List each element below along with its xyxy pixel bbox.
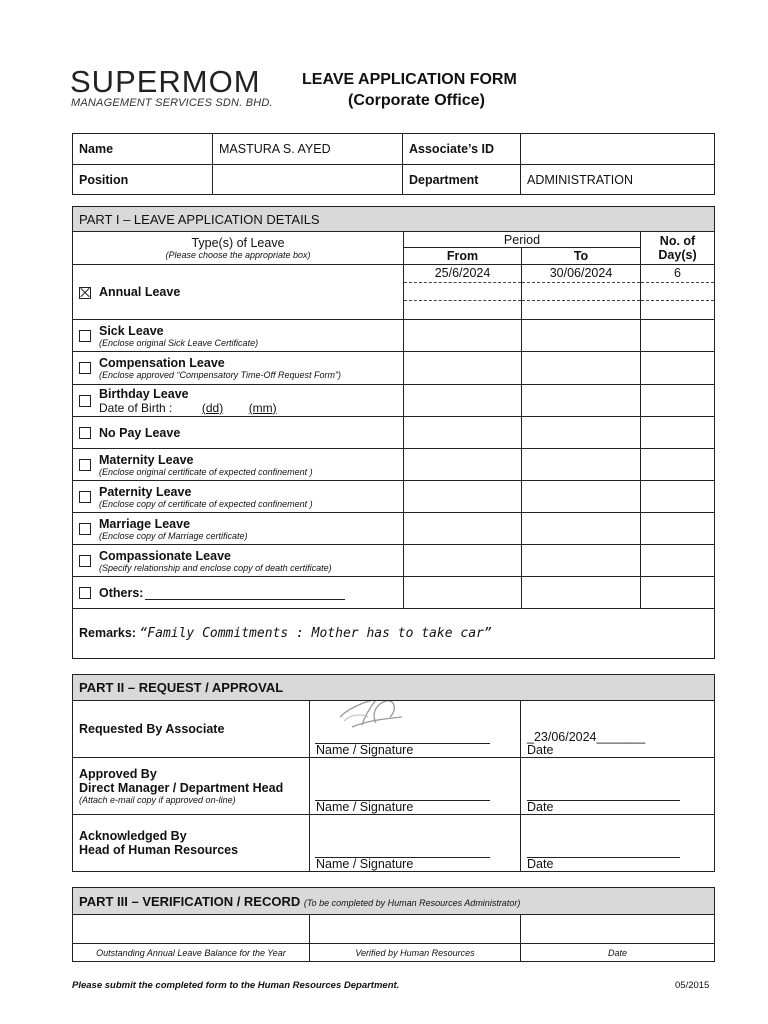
dob-mm[interactable]: (mm) [248, 400, 277, 415]
part3-note: (To be completed by Human Resources Administrator) [303, 897, 521, 908]
annual-from-cell [404, 265, 522, 320]
form-subtitle: (Corporate Office) [348, 92, 485, 109]
nopay-days-field[interactable] [641, 417, 715, 449]
comp-leave-label: Compensation Leave [99, 356, 225, 370]
dob-dd[interactable]: (dd) [201, 400, 224, 415]
annual-leave-label: Annual Leave [99, 285, 181, 299]
part2-table [72, 674, 715, 872]
verification-date-label: Date [521, 944, 715, 962]
paternity-leave-label: Paternity Leave [99, 484, 192, 499]
sick-leave-label: Sick Leave [99, 323, 164, 338]
leave-type-header [73, 232, 404, 265]
comp-leave-note: (Enclose approved “Compensatory Time-Off Request Form”) [99, 370, 342, 380]
birthday-leave-row [73, 385, 404, 417]
approved-name-signature: Name / Signature [316, 800, 414, 814]
marriage-leave-label: Marriage Leave [99, 516, 191, 531]
days-header-line1: No. of [659, 234, 696, 248]
sick-from-field[interactable] [404, 320, 522, 352]
from-header: From [404, 248, 522, 265]
nopay-leave-row [73, 417, 404, 449]
acknowledged-by-cell [73, 815, 310, 872]
to-header: To [522, 248, 641, 265]
approved-by-cell [73, 758, 310, 815]
others-days-field[interactable] [641, 577, 715, 609]
approved-by-role: Direct Manager / Department Head [79, 781, 284, 795]
part2-title: PART II – REQUEST / APPROVAL [73, 675, 715, 701]
company-logo: SUPERMOM [70, 64, 261, 99]
leave-balance-label: Outstanding Annual Leave Balance for the Year [73, 944, 310, 962]
dob-label: Date of Birth : [99, 400, 173, 415]
department-field[interactable]: ADMINISTRATION [521, 165, 715, 195]
verified-by-field[interactable] [310, 915, 521, 944]
acknowledged-by-role: Head of Human Resources [79, 843, 239, 857]
birthday-leave-label: Birthday Leave [99, 386, 189, 401]
acknowledged-date-label: Date [527, 857, 554, 871]
marriage-to-field[interactable] [522, 513, 641, 545]
birthday-to-field[interactable] [522, 385, 641, 417]
requested-signature-cell[interactable] [310, 701, 521, 758]
sick-leave-note: (Enclose original Sick Leave Certificate) [99, 337, 259, 348]
verification-date-field[interactable] [521, 915, 715, 944]
marriage-leave-row [73, 513, 404, 545]
acknowledged-signature-cell[interactable] [310, 815, 521, 872]
paternity-leave-checkbox[interactable] [79, 491, 91, 503]
comp-leave-row [73, 352, 404, 385]
approved-date-cell[interactable] [521, 758, 715, 815]
acknowledged-by-label: Acknowledged By [79, 829, 187, 843]
part1-title: PART I – LEAVE APPLICATION DETAILS [73, 207, 715, 232]
birthday-days-field[interactable] [641, 385, 715, 417]
part3-title: PART III – VERIFICATION / RECORD [79, 893, 301, 909]
annual-days-cell [641, 265, 715, 320]
period-header: Period [404, 232, 641, 248]
others-leave-checkbox[interactable] [79, 587, 91, 599]
requested-date-value[interactable]: _23/06/2024_______ [527, 730, 646, 744]
remarks-field[interactable]: “Family Commitments : Mother has to take car” [139, 626, 492, 641]
remarks-label: Remarks: [79, 626, 136, 640]
comp-to-field[interactable] [522, 352, 641, 385]
compassionate-from-field[interactable] [404, 545, 522, 577]
part3-title-row [73, 888, 715, 915]
position-field[interactable] [213, 165, 403, 195]
annual-to-field[interactable]: 30/06/2024 [522, 265, 640, 283]
approved-signature-cell[interactable] [310, 758, 521, 815]
maternity-days-field[interactable] [641, 449, 715, 481]
paternity-leave-row [73, 481, 404, 513]
paternity-leave-note: (Enclose copy of certificate of expected confinement ) [99, 498, 313, 509]
nopay-leave-checkbox[interactable] [79, 427, 91, 439]
sick-leave-row [73, 320, 404, 352]
compassionate-leave-row [73, 545, 404, 577]
compassionate-days-field[interactable] [641, 545, 715, 577]
part3-table [72, 887, 715, 962]
name-field[interactable]: MASTURA S. AYED [213, 134, 403, 165]
days-header-line2: Day(s) [658, 248, 697, 262]
marriage-days-field[interactable] [641, 513, 715, 545]
requested-date-cell[interactable] [521, 701, 715, 758]
annual-days-field[interactable]: 6 [641, 265, 714, 283]
position-label: Position [73, 165, 213, 195]
maternity-from-field[interactable] [404, 449, 522, 481]
sick-leave-checkbox[interactable] [79, 330, 91, 342]
info-table [72, 133, 715, 195]
nopay-from-field[interactable] [404, 417, 522, 449]
part1-table [72, 206, 715, 659]
approved-by-label: Approved By [79, 767, 157, 781]
compassionate-leave-note: (Specify relationship and enclose copy of death certificate) [99, 562, 332, 573]
maternity-leave-row [73, 449, 404, 481]
marriage-leave-note: (Enclose copy of Marriage certificate) [99, 530, 248, 541]
marriage-from-field[interactable] [404, 513, 522, 545]
form-title: LEAVE APPLICATION FORM [302, 71, 517, 88]
leave-type-subtitle: (Please choose the appropriate box) [165, 250, 311, 260]
nopay-to-field[interactable] [522, 417, 641, 449]
compassionate-leave-label: Compassionate Leave [99, 548, 231, 563]
others-leave-label: Others: [99, 585, 144, 600]
paternity-from-field[interactable] [404, 481, 522, 513]
annual-leave-checkbox[interactable] [79, 287, 91, 299]
nopay-leave-label: No Pay Leave [99, 425, 181, 440]
company-subtitle: MANAGEMENT SERVICES SDN. BHD. [71, 97, 273, 109]
requested-date-label: Date [527, 743, 554, 757]
remarks-row [73, 609, 715, 659]
maternity-leave-checkbox[interactable] [79, 459, 91, 471]
birthday-from-field[interactable] [404, 385, 522, 417]
annual-to-cell [522, 265, 641, 320]
compassionate-to-field[interactable] [522, 545, 641, 577]
form-code: 05/2015 [675, 980, 710, 991]
annual-from-field[interactable]: 25/6/2024 [404, 265, 521, 283]
verified-by-label: Verified by Human Resources [310, 944, 521, 962]
annual-leave-row [73, 265, 404, 320]
others-from-field[interactable] [404, 577, 522, 609]
others-input[interactable] [145, 599, 345, 600]
others-to-field[interactable] [522, 577, 641, 609]
comp-leave-checkbox[interactable] [79, 362, 91, 374]
sick-days-field[interactable] [641, 320, 715, 352]
acknowledged-name-signature: Name / Signature [316, 857, 414, 871]
leave-type-title: Type(s) of Leave [191, 236, 285, 250]
sick-to-field[interactable] [522, 320, 641, 352]
compassionate-leave-checkbox[interactable] [79, 555, 91, 567]
paternity-to-field[interactable] [522, 481, 641, 513]
approved-date-label: Date [527, 800, 554, 814]
signature-image [332, 701, 412, 738]
paternity-days-field[interactable] [641, 481, 715, 513]
others-leave-row [73, 577, 404, 609]
maternity-leave-note: (Enclose original certificate of expected confinement ) [99, 466, 313, 477]
department-label: Department [403, 165, 521, 195]
requested-by-label: Requested By Associate [73, 701, 310, 758]
comp-days-field[interactable] [641, 352, 715, 385]
maternity-leave-label: Maternity Leave [99, 452, 194, 467]
associate-id-field[interactable] [521, 134, 715, 165]
marriage-leave-checkbox[interactable] [79, 523, 91, 535]
associate-id-label: Associate’s ID [403, 134, 521, 165]
name-label: Name [73, 134, 213, 165]
days-header [641, 232, 715, 265]
maternity-to-field[interactable] [522, 449, 641, 481]
acknowledged-date-cell[interactable] [521, 815, 715, 872]
footer-note: Please submit the completed form to the Human Resources Department. [72, 980, 400, 991]
birthday-leave-checkbox[interactable] [79, 395, 91, 407]
requested-name-signature: Name / Signature [316, 743, 414, 757]
comp-from-field[interactable] [404, 352, 522, 385]
leave-balance-field[interactable] [73, 915, 310, 944]
approved-by-note: (Attach e-mail copy if approved on-line) [79, 795, 236, 805]
